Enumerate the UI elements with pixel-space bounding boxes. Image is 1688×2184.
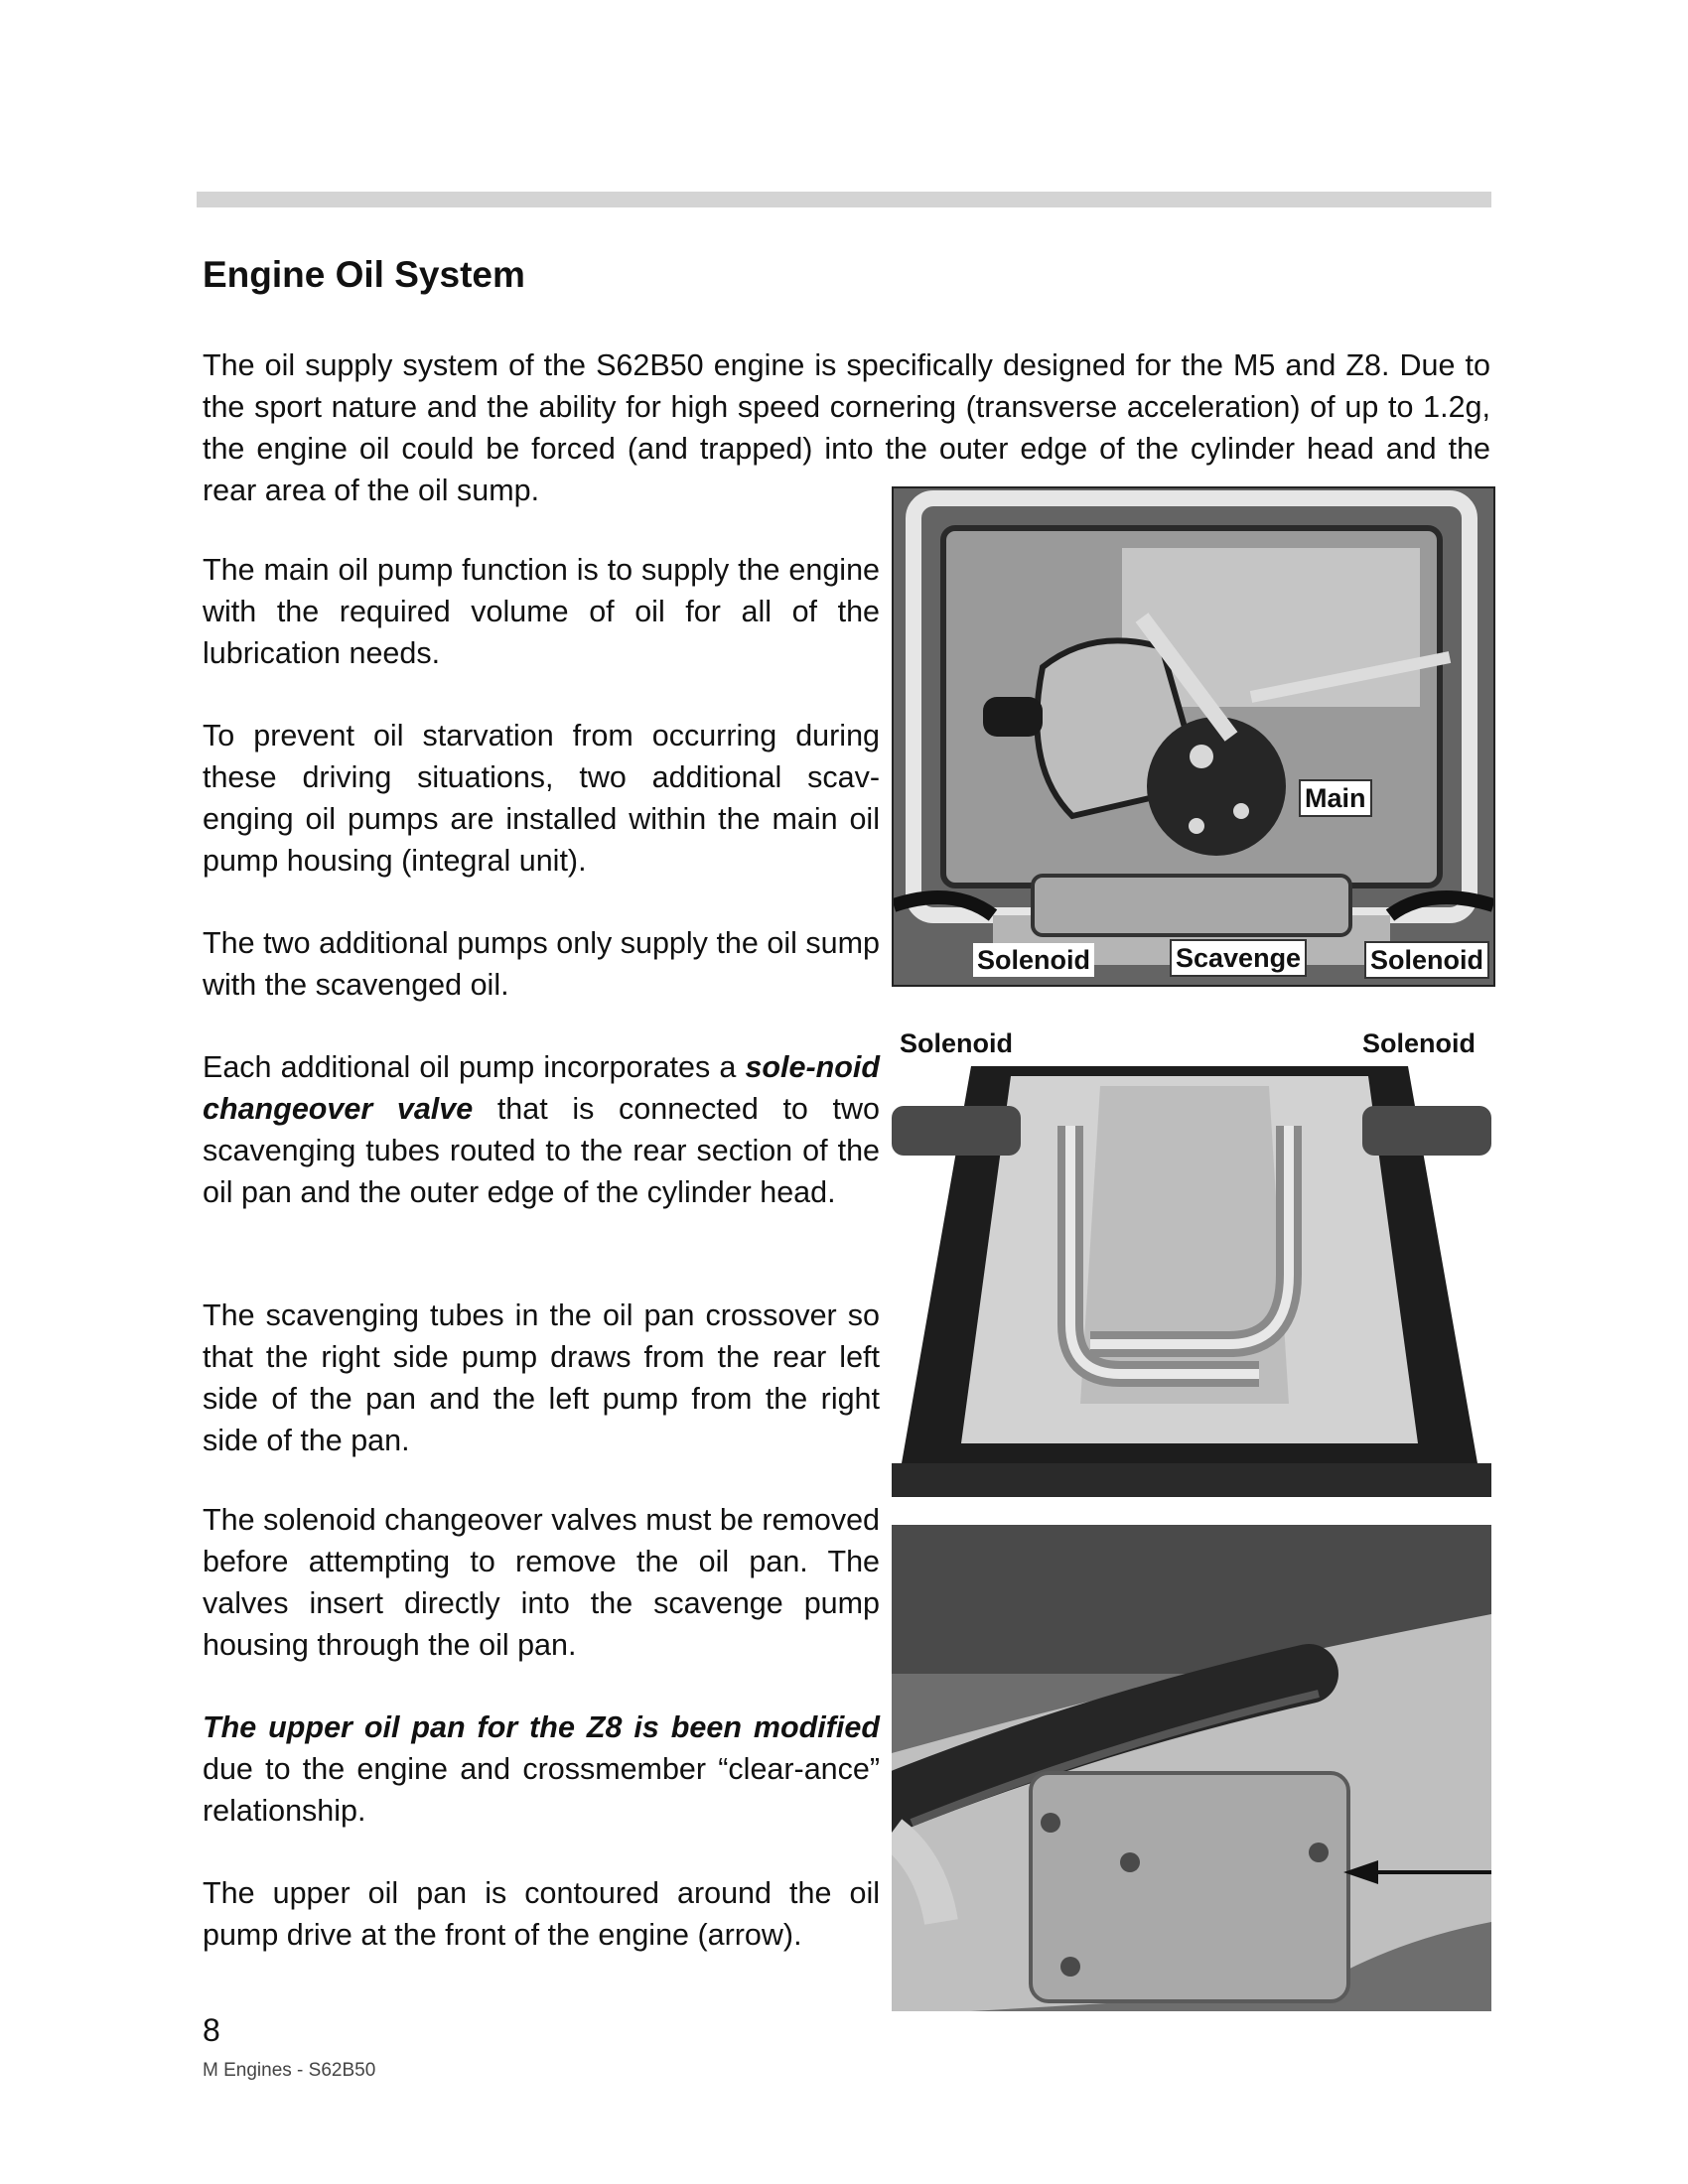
paragraph-text: due to the engine and crossmember “clear-ance” relationship.	[203, 1752, 880, 1828]
footer-text: M Engines - S62B50	[203, 2060, 376, 2081]
paragraph-text: Each additional oil pump incorporates a	[203, 1050, 746, 1084]
upper-oil-pan-illustration	[892, 1525, 1491, 2011]
paragraph-remove-valves: The solenoid changeover valves must be removed before attempting to remove the oil pan. The valves insert directly into the scavenge pump housing through the oil pan.	[203, 1503, 880, 1662]
page-number: 8	[203, 2012, 220, 2048]
label-scavenge: Scavenge	[1170, 939, 1307, 977]
label-main: Main	[1299, 779, 1372, 817]
paragraph-oil-starvation: To prevent oil starvation from occurring during these driving situations, two additional scav-enging oil pumps are installed within the main oil pump housing (integral unit).	[203, 719, 880, 878]
paragraph-z8-oil-pan	[203, 1706, 880, 1832]
label-solenoid-left: Solenoid	[973, 943, 1094, 977]
upper-oil-pan-photo	[892, 1525, 1491, 2011]
emphasis-text: sole-noid changeover valve	[203, 1050, 880, 1126]
paragraph-scavenging-tubes: The scavenging tubes in the oil pan crossover so that the right side pump draws from the rear left side of the pan and the left pump from the right side of the pan.	[203, 1298, 880, 1457]
emphasis-text: The upper oil pan for the Z8 is been modified	[203, 1710, 880, 1744]
oil-pump-photo	[892, 486, 1495, 987]
oil-pump-illustration	[894, 488, 1493, 985]
page-title: Engine Oil System	[203, 254, 525, 295]
paragraph-text: that is connected to two scavenging tubes routed to the rear section of the oil pan and the outer edge of the cylinder head.	[203, 1092, 880, 1209]
intro-paragraph: The oil supply system of the S62B50 engine is specifically designed for the M5 and Z8. Due to the sport nature and the ability for high speed cornering (transverse acceleration) of up to 1.2g, the engine oil could be forced (and trapped) into the outer edge of the cylinder head and the rear area of the oil sump.	[203, 348, 1490, 507]
paragraph-solenoid-valve	[203, 1046, 880, 1213]
paragraph-additional-pumps: The two additional pumps only supply the oil sump with the scavenged oil.	[203, 926, 880, 1002]
label-solenoid-left: Solenoid	[896, 1026, 1017, 1060]
header-rule	[197, 192, 1491, 207]
scavenging-tubes-illustration	[892, 1026, 1491, 1497]
paragraph-main-pump: The main oil pump function is to supply the engine with the required volume of oil for all of the lubrication needs.	[203, 553, 880, 670]
scavenging-tubes-figure	[892, 1026, 1491, 1497]
label-solenoid-right: Solenoid	[1358, 1026, 1479, 1060]
label-solenoid-right: Solenoid	[1364, 941, 1489, 979]
paragraph-upper-oil-pan: The upper oil pan is contoured around the oil pump drive at the front of the engine (arrow).	[203, 1876, 880, 1952]
